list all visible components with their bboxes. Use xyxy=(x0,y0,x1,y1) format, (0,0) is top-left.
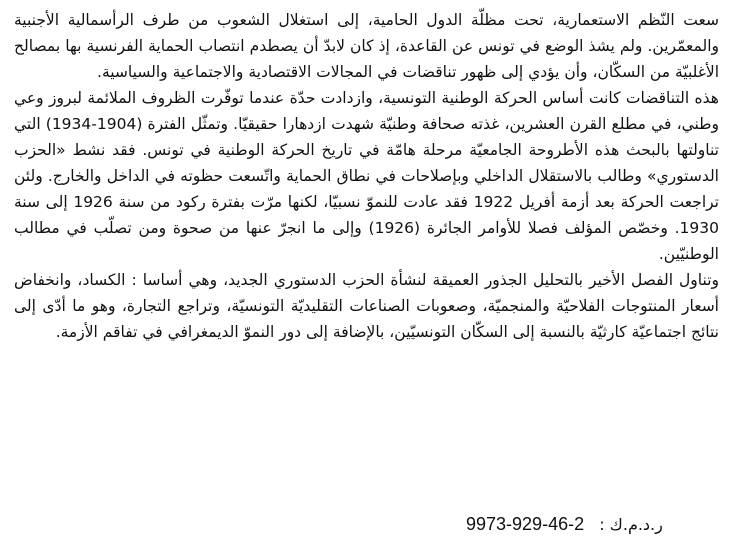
paragraph-2: هذه التناقضات كانت أساس الحركة الوطنية التونسية، وازدادت حدّة عندما توفّرت الظروف الملائمة لبروز وعي وطني، في مطلع القرن العشرين، غذته صحافة وطنيّة شهدت ازدهارا حقيقيّا. وتمثّل الفترة (1904-1934) التي تناولتها بالبحث هذه الأطروحة الجامعيّة مرحلة هامّة في تاريخ الحركة الوطنية في تونس. فقد نشط «الحزب الدستوري» وطالب بالاستقلال الداخلي وبإصلاحات في نطاق الحماية واتّسعت حظوته في الداخل والخارج. ولئن تراجعت الحركة بعد أزمة أفريل 1922 فقد عادت للنموّ نسبيّا، لكنها مرّت بفترة ركود من سنة 1926 إلى سنة 1930. وخصّص المؤلف فصلا للأوامر الجائرة (1926) وإلى ما انجرّ عنها من صحوة ومن تصلّب في مطالب الوطنيّين. xyxy=(14,89,719,263)
paragraph-1: سعت النّظم الاستعمارية، تحت مظلّة الدول الحامية، إلى استغلال الشعوب من طرف الرأسمالية الأجنبية والمعمّرين. ولم يشذ الوضع في تونس عن القاعدة، إذ كان لابدّ أن يصطدم انتصاب الحماية الفرنسية بها بمصالح الأغلبيّة من السكّان، وأن يؤدي إلى ظهور تناقضات في المجالات الاقتصادية والاجتماعية والسياسية. xyxy=(14,11,719,81)
paragraph-3: وتناول الفصل الأخير بالتحليل الجذور العميقة لنشأة الحزب الدستوري الجديد، وهي أساسا : الكساد، وانخفاض أسعار المنتوجات الفلاحيّة والمنجميّة، وصعوبات الصناعات التقليديّة التونسيّة، وتراجع التجارة، وهو ما أدّى إلى نتائج اجتماعيّة كارثيّة بالنسبة إلى السكّان التونسيّين، بالإضافة إلى دور النموّ الديمغرافي في تفاقم الأزمة. xyxy=(14,271,719,341)
isbn-label: ر.د.م.ك : xyxy=(599,515,663,534)
isbn-number: 9973-929-46-2 xyxy=(466,514,585,534)
isbn-line xyxy=(466,512,729,537)
